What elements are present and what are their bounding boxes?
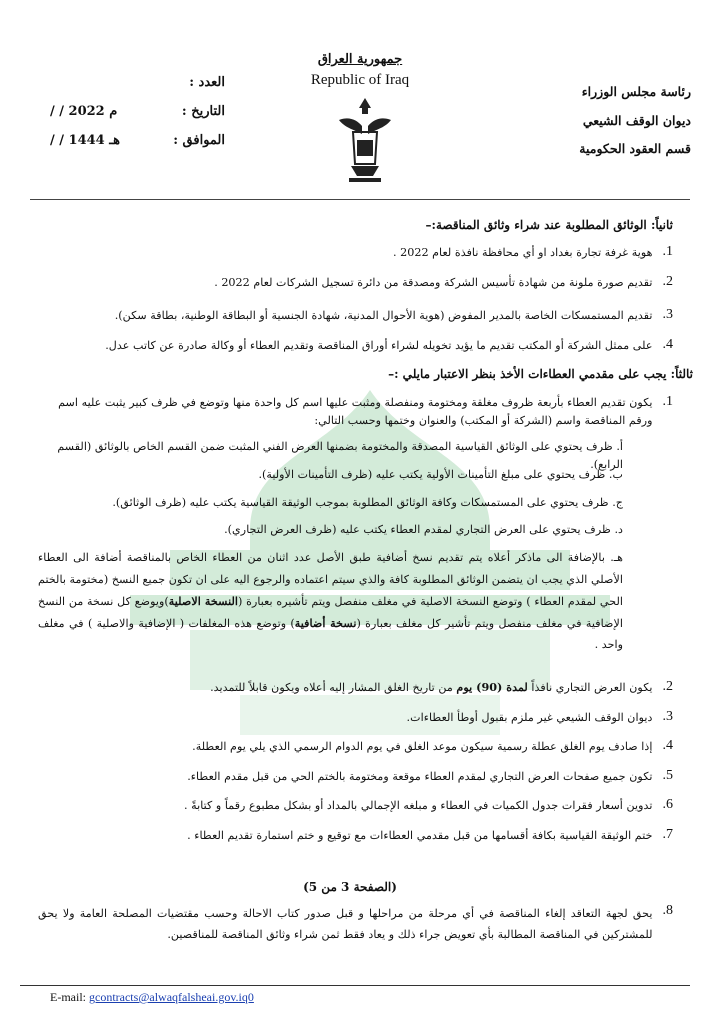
email-label: E-mail: [50, 990, 86, 1004]
date-label: التاريخ : [181, 104, 225, 119]
footer-divider [20, 985, 690, 986]
section-3-item-4: 4. إذا صادف يوم الغلق عطلة رسمية سيكون موعد الغلق في يوم الدوام الرسمي الذي يلي يوم العطلة. [192, 738, 673, 753]
office-name: ديوان الوقف الشيعي [582, 113, 691, 128]
section-3-item-2: 2. يكون العرض التجاري نافذاً لمدة (90) يوم من تاريخ الغلق المشار إليه أعلاه ويكون قابلاً للتمديد. [210, 679, 673, 694]
original-copy-label: النسخة الاصلية [168, 593, 238, 608]
section-2-item-4: 4. على ممثل الشركة أو المكتب تقديم ما يؤيد تخويله لشراء أوراق المناقصة وتقديم العطاء أو وكالة صادرة عن كاتب عدل. [105, 337, 673, 352]
section-3-item-7: 7. ختم الوثيقة القياسية بكافة أقسامها من قبل مقدمي العطاءات مع توقيع و ختم استمارة تقديم العطاء . [187, 827, 673, 842]
iraq-eagle-emblem [335, 94, 395, 186]
email-link[interactable]: gcontracts@alwaqfalsheai.gov.iq0 [89, 990, 254, 1004]
section-3-item-1: 1. يكون تقديم العطاء بأربعة ظروف مغلقة ومختومة ومنفصلة ومثبت عليها اسم كل واحدة منها وتوضع في ظرف كبير يثبت عليه اسم ورقم المناقصة واسم (الشركة أو المكتب) والعنوان وختمها وحسب التالي: [58, 394, 673, 427]
section-3-item-8: 8. يحق لجهة التعاقد إلغاء المناقصة في أي مرحلة من مراحلها و قبل صدور كتاب الاحالة وحسب مقتضيات المصلحة العامة ولا يحق للمشتركين في المناقصة المطالبة بأي تعويض جراء ذلك و يعاد فقط ثمن شراء وثائق المناقصة للمناقصين. [38, 903, 673, 942]
sub-item-b: ب. ظرف يحتوي على مبلغ التأمينات الأولية يكتب عليه (ظرف التأمينات الأولية). [258, 468, 623, 481]
hijri-date-row [50, 133, 225, 148]
country-name-en: Republic of Iraq [310, 72, 410, 88]
sub-item-h: هـ. بالإضافة الى ماذكر أعلاه يتم تقديم نسخ أضافية طبق الأصل عدد اثنان من العطاء الخاص بالمناقصة أضافة الى العطاء الأصلي الذي يجب ان يتضمن الوثائق المطلوبة كافة والذي سيتم اعتماده والرجوع اليه على ان تكون جميع النسخ (مختومة بالختم الحي لمقدم العطاء ) وتوضع النسخة الاصلية في مغلف منفصل ويتم تأشيره بعبارة (النسخة الاصلية)ويوضع كل نسخة من النسخ الإضافية في مغلف منفصل ويتم تأشير كل مغلف بعبارة (نسخة أضافية) وتوضع هذه المغلفات ( الإضافية والاصلية ) في مغلف واحد . [38, 551, 624, 652]
ministry-name: رئاسة مجلس الوزراء [581, 84, 691, 99]
hijri-label: الموافق : [173, 133, 225, 148]
section-2-item-1: 1. هوية غرفة تجارة بغداد او أي محافظة نافذة لعام 2022 . [392, 244, 673, 259]
sub-item-c: ج. ظرف يحتوي على المستمسكات وكافة الوثائق المطلوبة بموجب الوثيقة القياسية يكتب عليه (ظرف الوثائق). [112, 496, 623, 509]
section-2-item-2: 2. تقديم صورة ملونة من شهادة تأسيس الشركة ومصدقة من دائرة تسجيل الشركات لعام 2022 . [214, 274, 673, 289]
sub-item-d: د. ظرف يحتوي على العرض التجاري لمقدم العطاء يكتب عليه (ظرف العرض التجاري). [224, 523, 623, 536]
section-3-title: ثالثاً: يجب على مقدمي العطاءات الأخذ بنظر الاعتبار مايلي :– [388, 367, 693, 381]
hijri-value: / / 1444 هـ [50, 133, 120, 148]
number-label: العدد : [189, 75, 225, 90]
header-divider [30, 199, 690, 200]
country-name-ar: جمهورية العراق [317, 52, 403, 67]
date-row [50, 104, 225, 119]
additional-copy-label: نسخة أضافية [294, 615, 357, 630]
date-value: / / 2022 م [50, 104, 118, 119]
section-2-title: ثانياً: الوثائق المطلوبة عند شراء وثائق المناقصة:– [425, 218, 673, 232]
validity-period: لمدة (90) يوم [456, 680, 528, 694]
footer-email [50, 990, 254, 1005]
section-3-item-3: 3. ديوان الوقف الشيعي غير ملزم بقبول أوطأ العطاءات. [406, 709, 673, 724]
section-3-item-6: 6. تدوين أسعار فقرات جدول الكميات في العطاء و مبلغه الإجمالي بالمداد أو بشكل مطبوع رقماً و كتابةً . [183, 797, 673, 812]
section-2-item-3: 3. تقديم المستمسكات الخاصة بالمدير المفوض (هوية الأحوال المدنية، شهادة الجنسية أو البطاقة الوطنية، بطاقة سكن). [114, 307, 673, 322]
department-name: قسم العقود الحكومية [579, 141, 691, 156]
sub-item-a: أ. ظرف يحتوي على الوثائق القياسية المصدقة والمختومة بضمنها العرض الفني المثبت ضمن القسم الخاص بالوثائق (القسم الرابع). [57, 440, 623, 471]
section-3-item-5: 5. تكون جميع صفحات العرض التجاري لمقدم العطاء موقعة ومختومة بالختم الحي من قبل مقدم العطاء. [187, 768, 673, 783]
page-number: (الصفحة 3 من 5) [303, 880, 397, 894]
